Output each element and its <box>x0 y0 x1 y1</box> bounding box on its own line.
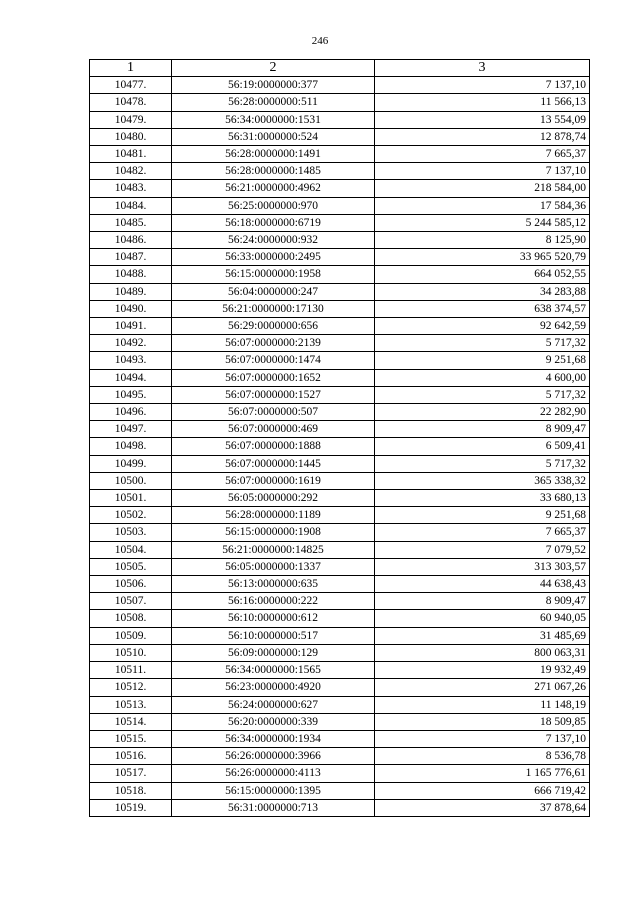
value-cell: 44 638,43 <box>375 576 590 593</box>
cadastral-number-cell: 56:26:0000000:3966 <box>172 748 375 765</box>
table-body <box>90 77 590 817</box>
row-number-cell: 10506. <box>90 576 172 593</box>
table-row <box>90 352 590 369</box>
table-row <box>90 472 590 489</box>
value-cell: 9 251,68 <box>375 507 590 524</box>
value-cell: 5 717,32 <box>375 386 590 403</box>
row-number-cell: 10492. <box>90 335 172 352</box>
cadastral-number-cell: 56:10:0000000:612 <box>172 610 375 627</box>
table-row <box>90 610 590 627</box>
row-number-cell: 10519. <box>90 799 172 816</box>
value-cell: 8 909,47 <box>375 593 590 610</box>
value-cell: 800 063,31 <box>375 644 590 661</box>
cadastral-number-cell: 56:07:0000000:507 <box>172 404 375 421</box>
row-number-cell: 10504. <box>90 541 172 558</box>
table-row <box>90 799 590 816</box>
cadastral-number-cell: 56:20:0000000:339 <box>172 713 375 730</box>
row-number-cell: 10517. <box>90 765 172 782</box>
cadastral-number-cell: 56:21:0000000:14825 <box>172 541 375 558</box>
row-number-cell: 10496. <box>90 404 172 421</box>
row-number-cell: 10508. <box>90 610 172 627</box>
value-cell: 7 079,52 <box>375 541 590 558</box>
value-cell: 22 282,90 <box>375 404 590 421</box>
cadastral-number-cell: 56:18:0000000:6719 <box>172 214 375 231</box>
value-cell: 37 878,64 <box>375 799 590 816</box>
cadastral-number-cell: 56:28:0000000:1485 <box>172 163 375 180</box>
table-row <box>90 524 590 541</box>
row-number-cell: 10488. <box>90 266 172 283</box>
value-cell: 5 244 585,12 <box>375 214 590 231</box>
value-cell: 34 283,88 <box>375 283 590 300</box>
cadastral-number-cell: 56:19:0000000:377 <box>172 77 375 94</box>
cadastral-number-cell: 56:10:0000000:517 <box>172 627 375 644</box>
row-number-cell: 10490. <box>90 300 172 317</box>
table-row <box>90 627 590 644</box>
table-row <box>90 696 590 713</box>
cadastral-number-cell: 56:31:0000000:713 <box>172 799 375 816</box>
row-number-cell: 10514. <box>90 713 172 730</box>
row-number-cell: 10487. <box>90 249 172 266</box>
value-cell: 92 642,59 <box>375 318 590 335</box>
row-number-cell: 10507. <box>90 593 172 610</box>
table-row <box>90 386 590 403</box>
cadastral-number-cell: 56:07:0000000:1652 <box>172 369 375 386</box>
table-row <box>90 283 590 300</box>
table-row <box>90 576 590 593</box>
value-cell: 7 137,10 <box>375 730 590 747</box>
row-number-cell: 10493. <box>90 352 172 369</box>
row-number-cell: 10499. <box>90 455 172 472</box>
table-row <box>90 765 590 782</box>
row-number-cell: 10502. <box>90 507 172 524</box>
table-row <box>90 782 590 799</box>
table-row <box>90 146 590 163</box>
value-cell: 17 584,36 <box>375 197 590 214</box>
cadastral-number-cell: 56:15:0000000:1908 <box>172 524 375 541</box>
table-row <box>90 421 590 438</box>
table-row <box>90 713 590 730</box>
row-number-cell: 10518. <box>90 782 172 799</box>
table-row <box>90 490 590 507</box>
row-number-cell: 10494. <box>90 369 172 386</box>
table-row <box>90 404 590 421</box>
row-number-cell: 10512. <box>90 679 172 696</box>
value-cell: 666 719,42 <box>375 782 590 799</box>
row-number-cell: 10477. <box>90 77 172 94</box>
table-row <box>90 679 590 696</box>
row-number-cell: 10509. <box>90 627 172 644</box>
value-cell: 60 940,05 <box>375 610 590 627</box>
value-cell: 8 536,78 <box>375 748 590 765</box>
table-header-row <box>90 60 590 77</box>
value-cell: 18 509,85 <box>375 713 590 730</box>
table-row <box>90 369 590 386</box>
table-row <box>90 128 590 145</box>
value-cell: 7 137,10 <box>375 163 590 180</box>
value-cell: 4 600,00 <box>375 369 590 386</box>
value-cell: 5 717,32 <box>375 455 590 472</box>
table-row <box>90 318 590 335</box>
row-number-cell: 10482. <box>90 163 172 180</box>
table-row <box>90 163 590 180</box>
table-row <box>90 593 590 610</box>
value-cell: 7 665,37 <box>375 524 590 541</box>
value-cell: 7 665,37 <box>375 146 590 163</box>
row-number-cell: 10516. <box>90 748 172 765</box>
cadastral-number-cell: 56:07:0000000:1474 <box>172 352 375 369</box>
value-cell: 13 554,09 <box>375 111 590 128</box>
table-row <box>90 335 590 352</box>
cadastral-number-cell: 56:05:0000000:1337 <box>172 558 375 575</box>
table-row <box>90 180 590 197</box>
cadastral-number-cell: 56:34:0000000:1531 <box>172 111 375 128</box>
table-row <box>90 77 590 94</box>
cadastral-number-cell: 56:24:0000000:932 <box>172 232 375 249</box>
cadastral-number-cell: 56:15:0000000:1395 <box>172 782 375 799</box>
table-row <box>90 644 590 661</box>
row-number-cell: 10481. <box>90 146 172 163</box>
cadastral-number-cell: 56:09:0000000:129 <box>172 644 375 661</box>
value-cell: 9 251,68 <box>375 352 590 369</box>
cadastral-number-cell: 56:24:0000000:627 <box>172 696 375 713</box>
value-cell: 31 485,69 <box>375 627 590 644</box>
row-number-cell: 10498. <box>90 438 172 455</box>
cadastral-number-cell: 56:07:0000000:469 <box>172 421 375 438</box>
cadastral-number-cell: 56:07:0000000:1527 <box>172 386 375 403</box>
table-row <box>90 197 590 214</box>
value-cell: 11 566,13 <box>375 94 590 111</box>
cadastral-number-cell: 56:28:0000000:1189 <box>172 507 375 524</box>
cadastral-number-cell: 56:31:0000000:524 <box>172 128 375 145</box>
cadastral-number-cell: 56:16:0000000:222 <box>172 593 375 610</box>
table-row <box>90 232 590 249</box>
cadastral-number-cell: 56:07:0000000:1888 <box>172 438 375 455</box>
value-cell: 33 965 520,79 <box>375 249 590 266</box>
cadastral-number-cell: 56:13:0000000:635 <box>172 576 375 593</box>
row-number-cell: 10491. <box>90 318 172 335</box>
value-cell: 664 052,55 <box>375 266 590 283</box>
table-row <box>90 266 590 283</box>
row-number-cell: 10510. <box>90 644 172 661</box>
table-row <box>90 558 590 575</box>
row-number-cell: 10495. <box>90 386 172 403</box>
row-number-cell: 10486. <box>90 232 172 249</box>
table-row <box>90 662 590 679</box>
value-cell: 7 137,10 <box>375 77 590 94</box>
column-header-number: 1 <box>90 60 172 77</box>
cadastral-number-cell: 56:28:0000000:511 <box>172 94 375 111</box>
value-cell: 365 338,32 <box>375 472 590 489</box>
cadastral-number-cell: 56:05:0000000:292 <box>172 490 375 507</box>
value-cell: 6 509,41 <box>375 438 590 455</box>
cadastral-number-cell: 56:23:0000000:4920 <box>172 679 375 696</box>
cadastral-number-cell: 56:26:0000000:4113 <box>172 765 375 782</box>
row-number-cell: 10513. <box>90 696 172 713</box>
cadastral-number-cell: 56:33:0000000:2495 <box>172 249 375 266</box>
value-cell: 8 909,47 <box>375 421 590 438</box>
value-cell: 12 878,74 <box>375 128 590 145</box>
value-cell: 33 680,13 <box>375 490 590 507</box>
table-row <box>90 730 590 747</box>
value-cell: 5 717,32 <box>375 335 590 352</box>
table-row <box>90 111 590 128</box>
row-number-cell: 10483. <box>90 180 172 197</box>
value-cell: 271 067,26 <box>375 679 590 696</box>
value-cell: 11 148,19 <box>375 696 590 713</box>
row-number-cell: 10480. <box>90 128 172 145</box>
cadastral-number-cell: 56:25:0000000:970 <box>172 197 375 214</box>
row-number-cell: 10485. <box>90 214 172 231</box>
table-row <box>90 94 590 111</box>
row-number-cell: 10489. <box>90 283 172 300</box>
cadastral-number-cell: 56:28:0000000:1491 <box>172 146 375 163</box>
cadastral-number-cell: 56:21:0000000:4962 <box>172 180 375 197</box>
table-row <box>90 748 590 765</box>
cadastral-number-cell: 56:34:0000000:1934 <box>172 730 375 747</box>
row-number-cell: 10478. <box>90 94 172 111</box>
row-number-cell: 10501. <box>90 490 172 507</box>
column-header-value: 3 <box>375 60 590 77</box>
cadastral-number-cell: 56:04:0000000:247 <box>172 283 375 300</box>
row-number-cell: 10479. <box>90 111 172 128</box>
row-number-cell: 10505. <box>90 558 172 575</box>
row-number-cell: 10503. <box>90 524 172 541</box>
value-cell: 313 303,57 <box>375 558 590 575</box>
cadastral-number-cell: 56:21:0000000:17130 <box>172 300 375 317</box>
row-number-cell: 10500. <box>90 472 172 489</box>
table-row <box>90 507 590 524</box>
table-row <box>90 214 590 231</box>
table-row <box>90 438 590 455</box>
cadastral-value-table <box>89 59 590 817</box>
value-cell: 1 165 776,61 <box>375 765 590 782</box>
value-cell: 218 584,00 <box>375 180 590 197</box>
cadastral-number-cell: 56:15:0000000:1958 <box>172 266 375 283</box>
table-row <box>90 541 590 558</box>
column-header-cadastral-number: 2 <box>172 60 375 77</box>
table-row <box>90 455 590 472</box>
cadastral-number-cell: 56:07:0000000:1445 <box>172 455 375 472</box>
table-row <box>90 249 590 266</box>
value-cell: 8 125,90 <box>375 232 590 249</box>
table-row <box>90 300 590 317</box>
page-number: 246 <box>311 35 329 47</box>
row-number-cell: 10484. <box>90 197 172 214</box>
value-cell: 638 374,57 <box>375 300 590 317</box>
row-number-cell: 10511. <box>90 662 172 679</box>
cadastral-number-cell: 56:07:0000000:1619 <box>172 472 375 489</box>
cadastral-number-cell: 56:34:0000000:1565 <box>172 662 375 679</box>
row-number-cell: 10497. <box>90 421 172 438</box>
value-cell: 19 932,49 <box>375 662 590 679</box>
cadastral-number-cell: 56:29:0000000:656 <box>172 318 375 335</box>
cadastral-number-cell: 56:07:0000000:2139 <box>172 335 375 352</box>
row-number-cell: 10515. <box>90 730 172 747</box>
